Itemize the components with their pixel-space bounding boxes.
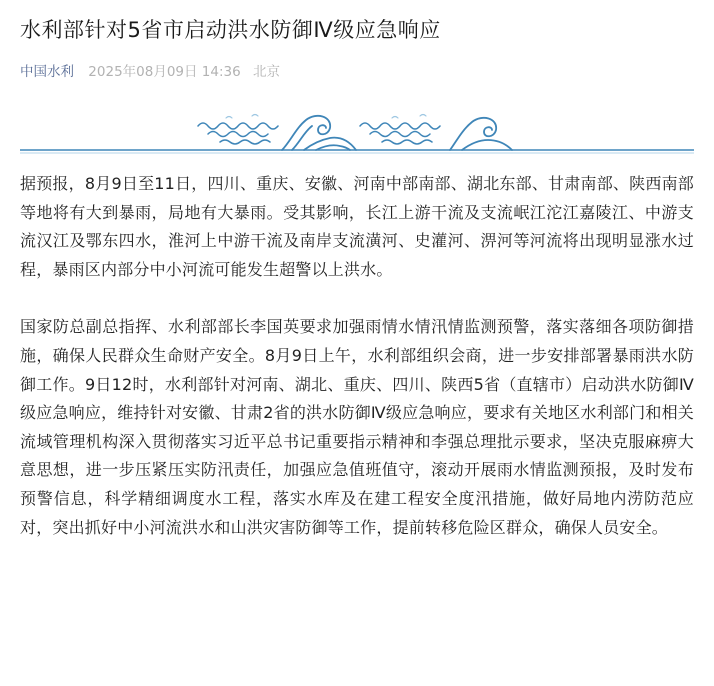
wave-divider-icon (20, 112, 694, 156)
article-paragraph: 据预报，8月9日至11日，四川、重庆、安徽、河南中部南部、湖北东部、甘肃南部、陕西南部等地将有大到暴雨，局地有大暴雨。受其影响，长江上游干流及支流岷江沱江嘉陵江、中游支流汉江及鄂东四水，淮河上中游干流及南岸支流潢河、史灌河、淠河等河流将出现明显涨水过程，暴雨区内部分中小河流可能发生超警以上洪水。 (20, 174, 694, 279)
article-body (20, 170, 694, 542)
publish-date: 2025年08月09日 14:36 (88, 64, 241, 80)
article-title: 水利部针对5省市启动洪水防御Ⅳ级应急响应 (20, 18, 441, 42)
article-paragraph: 国家防总副总指挥、水利部部长李国英要求加强雨情水情汛情监测预警，落实落细各项防御措施，确保人民群众生命财产安全。8月9日上午，水利部组织会商，进一步安排部署暴雨洪水防御工作。9日12时，水利部针对河南、湖北、重庆、四川、陕西5省（直辖市）启动洪水防御Ⅳ级应急响应，维持针对安徽、甘肃2省的洪水防御Ⅳ级应急响应，要求有关地区水利部门和相关流域管理机构深入贯彻落实习近平总书记重要指示精神和李强总理批示要求，坚决克服麻痹大意思想，进一步压紧压实防汛责任，加强应急值班值守，滚动开展雨水情监测预报，及时发布预警信息，科学精细调度水工程，落实水库及在建工程安全度汛措施，做好局地内涝防范应对，突出抓好中小河流洪水和山洪灾害防御等工作，提前转移危险区群众，确保人员安全。 (20, 317, 694, 537)
publish-location: 北京 (253, 64, 281, 80)
source-account-link[interactable]: 中国水利 (20, 64, 74, 80)
article-meta (20, 62, 694, 82)
